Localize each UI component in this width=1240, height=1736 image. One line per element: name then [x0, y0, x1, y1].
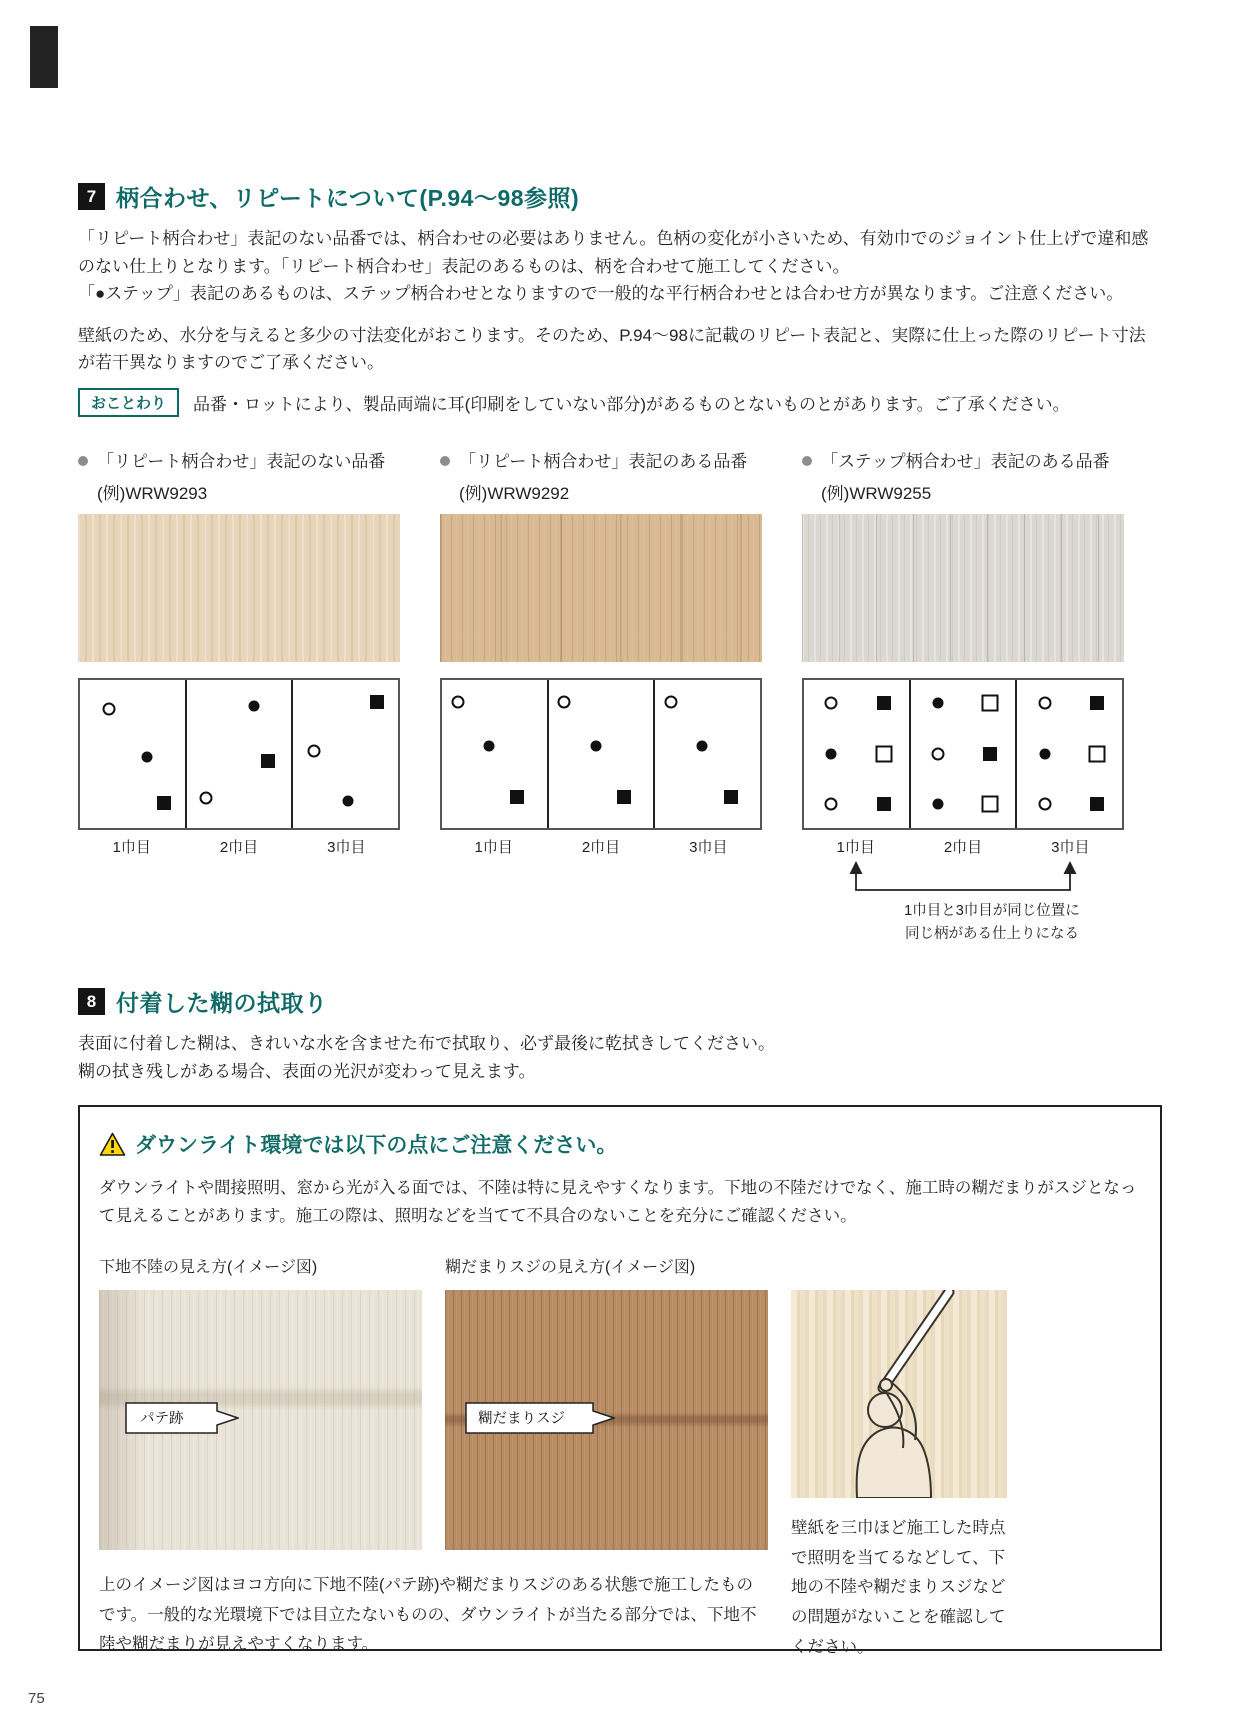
column-3-example-code: (例)WRW9255: [821, 483, 932, 503]
pattern-symbol: [875, 745, 892, 762]
pattern-symbol: [983, 747, 997, 761]
width-labels: [440, 836, 762, 857]
width-label-2: 2巾目: [219, 838, 259, 856]
width-label-1: 1巾目: [474, 838, 513, 856]
diagram-panel: [293, 680, 398, 828]
section-pattern-matching: [78, 180, 1162, 418]
pattern-symbol: [157, 796, 171, 810]
bullet-icon: [440, 456, 450, 466]
warning-triangle-icon: [99, 1132, 126, 1157]
pattern-symbol: [103, 703, 116, 716]
column-1-example-code: (例)WRW9293: [97, 483, 208, 503]
width-label-1: 1巾目: [112, 838, 151, 856]
width-label-3: 3巾目: [1051, 838, 1090, 856]
section-7-number-badge: 7: [78, 183, 105, 210]
pattern-symbol: [932, 799, 943, 810]
downlight-warning-box: [78, 1105, 1162, 1656]
pattern-symbol: [342, 796, 353, 807]
pattern-symbol: [1038, 697, 1051, 710]
worker-with-roller-icon: [791, 1290, 1007, 1498]
caption-glue-streak: 糊だまりスジの見え方(イメージ図): [445, 1259, 696, 1277]
disclaimer-row: [78, 388, 1162, 419]
column-no-repeat: [78, 450, 400, 946]
section-8-paragraph-2: 糊の拭き残しがある場合、表面の光沢が変わって見えます。: [78, 1061, 536, 1081]
pattern-symbol: [1090, 696, 1104, 710]
callout-glue-streak-label: 糊だまりスジ: [478, 1411, 565, 1428]
diagram-panel: [804, 680, 911, 828]
column-1-heading: [78, 450, 400, 474]
column-3-label: 「ステップ柄合わせ」表記のある品番: [821, 452, 1110, 471]
section-7-title: 柄合わせ、リピートについて(P.94～98参照): [116, 185, 580, 211]
column-2-label: 「リピート柄合わせ」表記のある品番: [459, 452, 748, 471]
pattern-symbol: [877, 797, 891, 811]
pattern-symbol: [877, 696, 891, 710]
warning-figures: [99, 1254, 1140, 1662]
section-7-heading: [78, 180, 1162, 213]
pattern-symbol: [558, 695, 571, 708]
pattern-symbol: [665, 695, 678, 708]
image-glue-streak: [445, 1290, 768, 1550]
pattern-symbol: [826, 748, 837, 759]
illustration-note: 壁紙を三巾ほど施工した時点で照明を当てるなどして、下地の不陸や糊だまりスジなどの問題がないことを確認してください。: [791, 1519, 1006, 1656]
pattern-symbol: [308, 744, 321, 757]
warning-body: ダウンライトや間接照明、窓から光が入る面では、不陸は特に見えやすくなります。下地の不陸だけでなく、施工時の糊だまりがスジとなって見えることがあります。施工の際は、照明などを当てて不具合のないことを充分にご確認ください。: [99, 1179, 1137, 1226]
column-step: [802, 450, 1124, 946]
pattern-symbol: [724, 790, 738, 804]
diagram-repeat: [440, 678, 762, 830]
pattern-columns: [78, 450, 1124, 946]
column-repeat: [440, 450, 762, 946]
section-7-paragraph-2: 「●ステップ」表記のあるものは、ステップ柄合わせとなりますので一般的な平行柄合わせとは合わせ方が異なります。ご注意ください。: [78, 284, 1124, 304]
pattern-symbol: [1088, 745, 1105, 762]
section-8-number-badge: 8: [78, 988, 105, 1015]
width-label-2: 2巾目: [943, 838, 983, 856]
bullet-icon: [78, 456, 88, 466]
pattern-symbol: [370, 695, 384, 709]
width-labels: [78, 836, 400, 857]
section-7-paragraph-1: 「リピート柄合わせ」表記のない品番では、柄合わせの必要はありません。色柄の変化が小さいため、有効巾でのジョイント仕上げで違和感のない仕上りとなります。「リピート柄合わせ」表記のあるものは、柄を合わせて施工してください。: [78, 229, 1149, 276]
width-label-2: 2巾目: [581, 838, 621, 856]
page-edge-tab: [30, 26, 58, 88]
pattern-symbol: [982, 695, 999, 712]
pattern-symbol: [931, 747, 944, 760]
pattern-symbol: [510, 790, 524, 804]
diagram-step: [802, 678, 1124, 830]
section-8-heading: [78, 985, 1162, 1018]
pattern-symbol: [590, 741, 601, 752]
callout-putty-mark-label: パテ跡: [140, 1411, 184, 1428]
callout-glue-streak: [465, 1402, 615, 1434]
column-2-example-code: (例)WRW9292: [459, 483, 570, 503]
caption-substrate: 下地不陸の見え方(イメージ図): [99, 1259, 318, 1277]
disclaimer-text: 品番・ロットにより、製品両端に耳(印刷をしていない部分)があるものとないものとがあります。ご了承ください。: [193, 394, 1070, 414]
bullet-icon: [802, 456, 812, 466]
section-8-paragraph-1: 表面に付着した糊は、きれいな水を含ませた布で拭取り、必ず最後に乾拭きしてください。: [78, 1034, 775, 1053]
pattern-symbol: [1090, 797, 1104, 811]
width-label-3: 3巾目: [689, 838, 728, 856]
wallpaper-sample-wrw9292: [440, 514, 762, 662]
figures-bottom-note: 上のイメージ図はヨコ方向に下地不陸(パテ跡)や糊だまりスジのある状態で施工したものです。一般的な光環境下では目立たないものの、ダウンライトが当たる部分では、下地不陸や糊だまりが見えやすくなります。: [99, 1576, 757, 1654]
wallpaper-sample-wrw9293: [78, 514, 400, 662]
pattern-symbol: [261, 754, 275, 768]
diagram-panel: [549, 680, 656, 828]
diagram-panel: [442, 680, 549, 828]
step-match-note-line-2: 同じ柄がある仕上りになる: [905, 925, 1079, 942]
wallpaper-sample-wrw9255: [802, 514, 1124, 662]
image-substrate-unevenness: [99, 1290, 422, 1550]
width-label-1: 1巾目: [836, 838, 875, 856]
bracket-arrows-icon: [802, 859, 1124, 895]
pattern-symbol: [697, 741, 708, 752]
diagram-panel: [911, 680, 1018, 828]
pattern-symbol: [484, 741, 495, 752]
column-2-heading: [440, 450, 762, 474]
pattern-symbol: [1038, 798, 1051, 811]
width-label-3: 3巾目: [327, 838, 366, 856]
diagram-panel: [80, 680, 187, 828]
column-1-label: 「リピート柄合わせ」表記のない品番: [97, 452, 386, 471]
pattern-symbol: [141, 751, 152, 762]
warning-title: ダウンライト環境では以下の点にご注意ください。: [135, 1134, 618, 1157]
illustration-worker-checking-light: [791, 1290, 1007, 1498]
pattern-symbol: [825, 697, 838, 710]
page-number: 75: [28, 1690, 45, 1707]
section-8-title: 付着した糊の拭取り: [116, 990, 328, 1016]
diagram-panel: [655, 680, 760, 828]
disclaimer-label: おことわり: [78, 388, 179, 417]
callout-putty-mark: [125, 1402, 239, 1434]
pattern-symbol: [617, 790, 631, 804]
pattern-symbol: [1039, 748, 1050, 759]
warning-title-row: [99, 1129, 1140, 1159]
diagram-panel: [187, 680, 294, 828]
diagram-no-repeat: [78, 678, 400, 830]
step-match-annotation: [802, 859, 1124, 946]
illustration-column: [791, 1254, 1007, 1662]
diagram-panel: [1017, 680, 1122, 828]
pattern-symbol: [932, 698, 943, 709]
section-glue-wiping: [78, 985, 1162, 1085]
pattern-symbol: [451, 695, 464, 708]
pattern-symbol: [248, 701, 259, 712]
column-3-heading: [802, 450, 1124, 474]
pattern-symbol: [825, 798, 838, 811]
pattern-symbol: [199, 792, 212, 805]
step-match-note-line-1: 1巾目と3巾目が同じ位置に: [904, 902, 1080, 919]
section-7-paragraph-3: 壁紙のため、水分を与えると多少の寸法変化がおこります。そのため、P.94～98に記載のリピート表記と、実際に仕上った際のリピート寸法が若干異なりますのでご了承ください。: [78, 325, 1146, 373]
width-labels: [802, 836, 1124, 857]
pattern-symbol: [982, 796, 999, 813]
